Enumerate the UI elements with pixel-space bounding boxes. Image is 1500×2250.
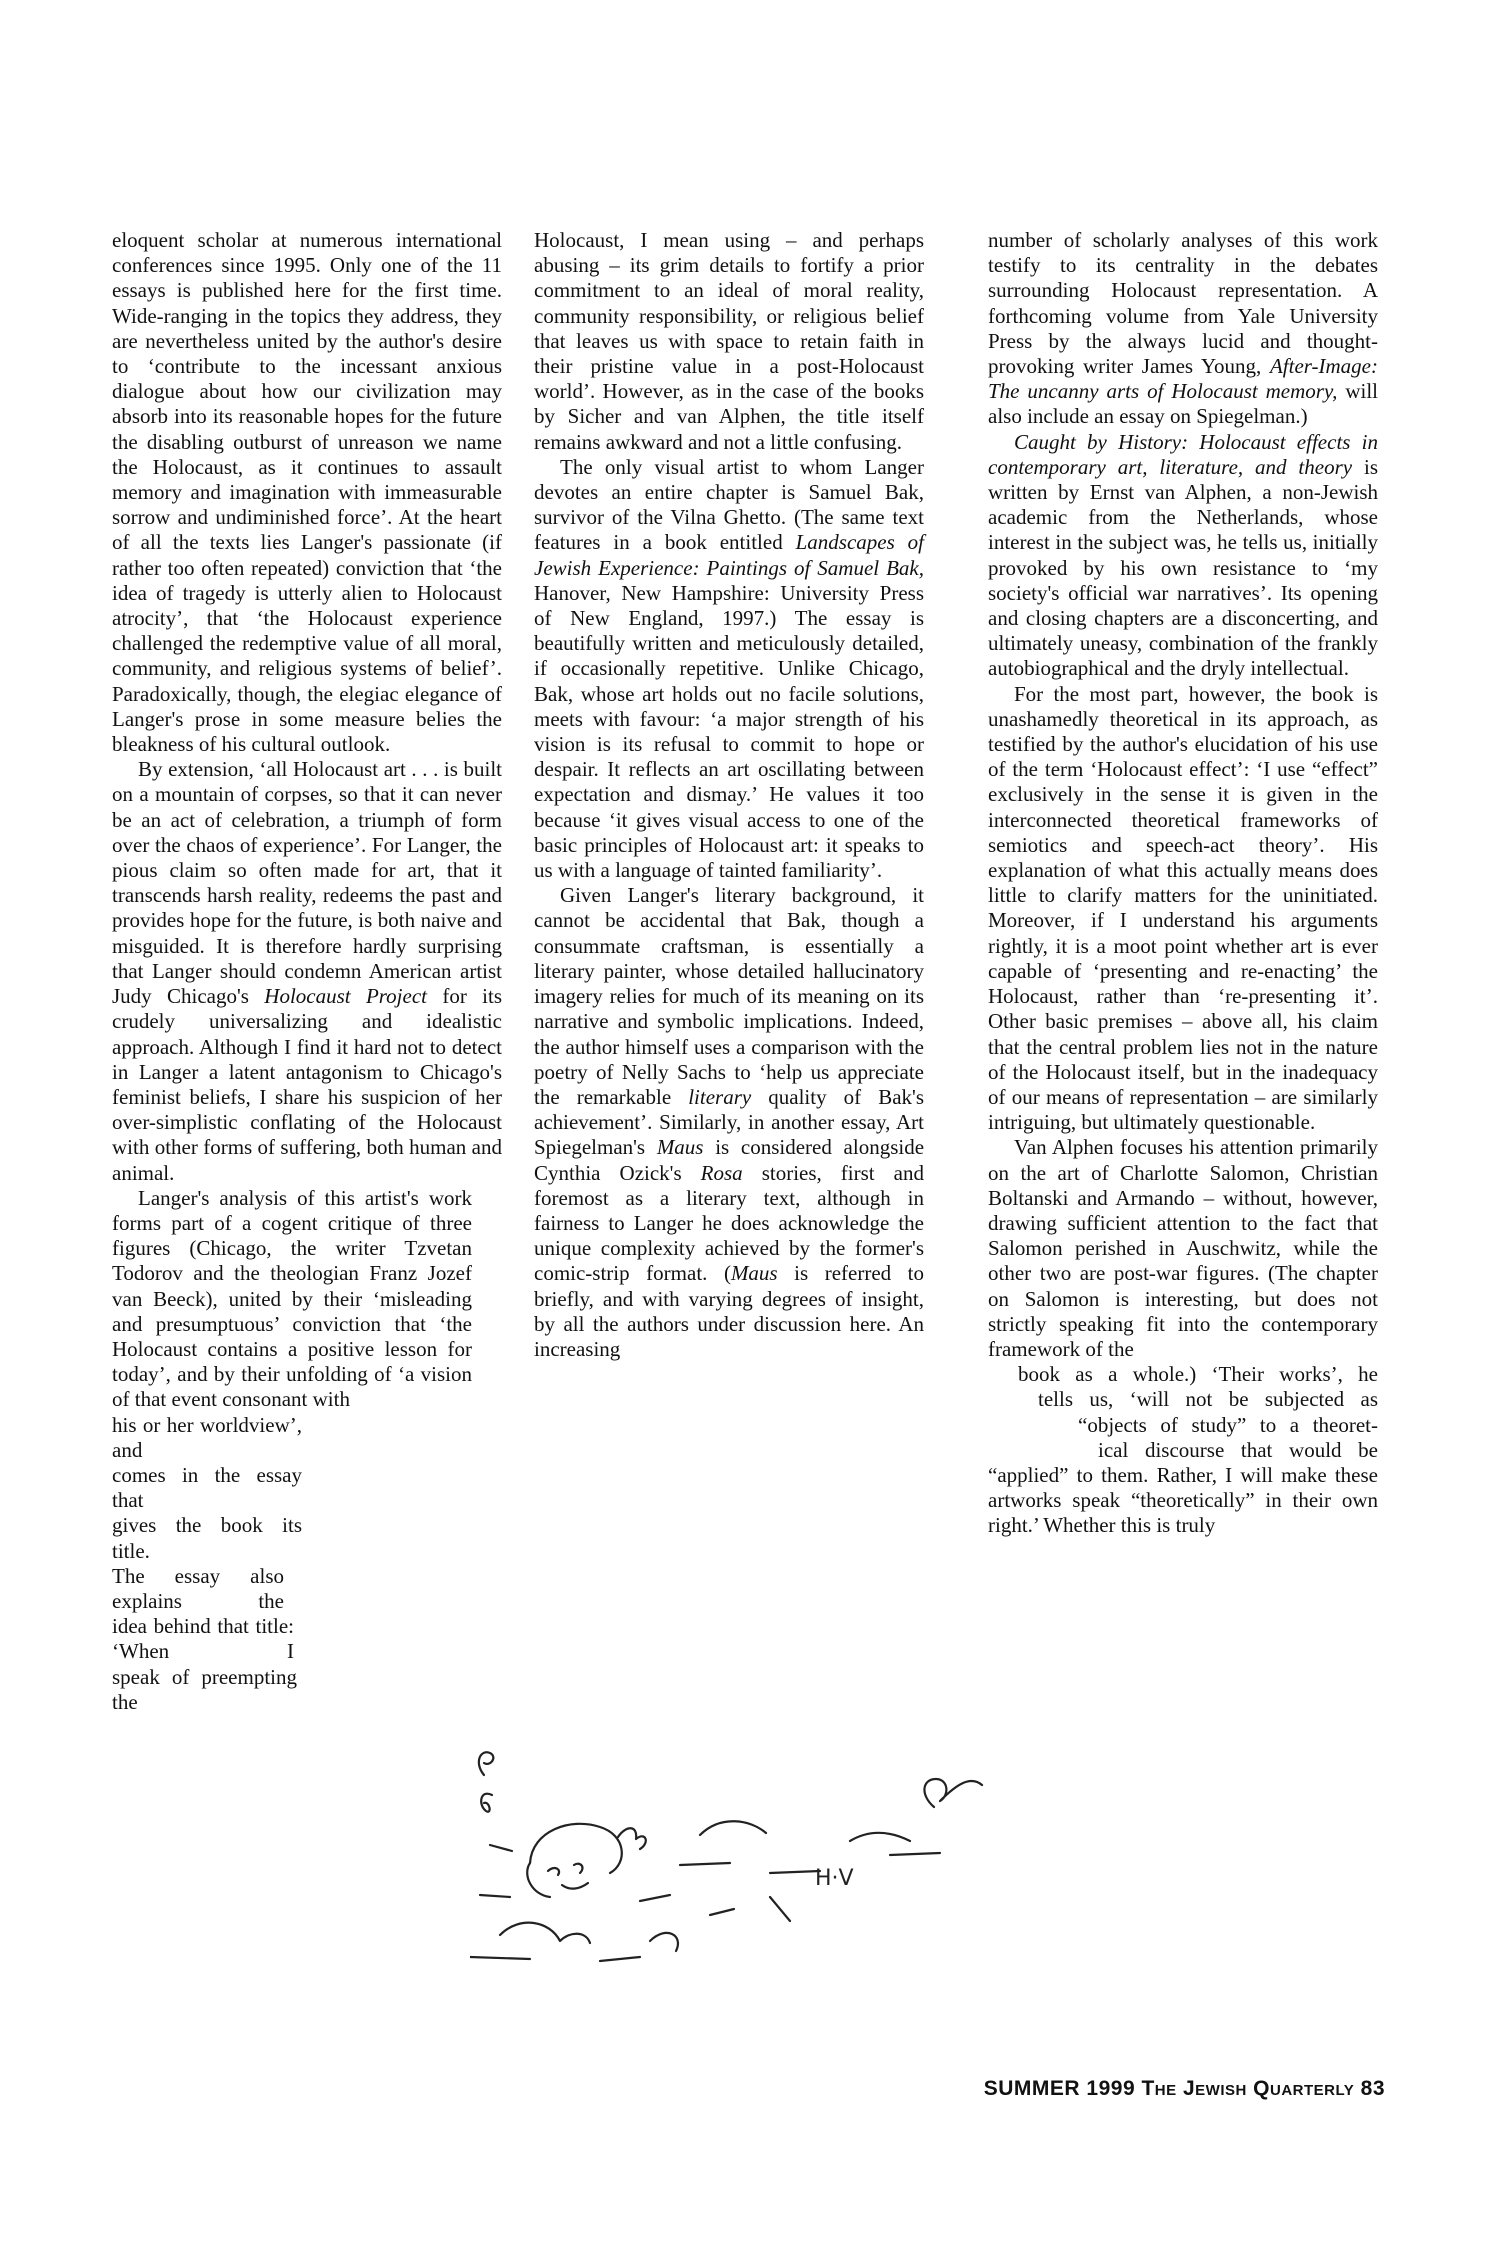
- wrap-line-4: The essay also explains the: [112, 1563, 284, 1613]
- col3-paragraph-1: [988, 228, 1378, 430]
- wrap-line-5: idea behind that title: ‘When I: [112, 1614, 294, 1664]
- wrap-line-2: comes in the essay that: [112, 1462, 302, 1513]
- footer-page-number: 83: [1360, 2077, 1385, 2100]
- col2-p3-italic: literary: [688, 1084, 752, 1109]
- page-footer: [980, 2077, 1385, 2101]
- col3-paragraph-4-end: “applied” to them. Rather, I will make these artworks speak “theoretically” in their own right.’ Whether this is truly: [988, 1462, 1378, 1538]
- col2-paragraph-2: [534, 455, 924, 883]
- col2-p3-italic-3: Rosa: [700, 1160, 743, 1185]
- col2-p3-italic-4: Maus: [730, 1261, 778, 1286]
- sketch-illustration: [470, 1745, 990, 1975]
- col3-p2-text: is written by Ernst van Alphen, a non-Jewish academic from the Netherlands, whose interest in the subject was, he tells us, initially provoked by his own resistance to ‘my society's official war narratives’. Its opening and closing chapters are a disconcerting, and ultimately uneasy, combination of the frankly autobiographical and the dryly intellectual.: [988, 454, 1379, 681]
- col1-p2-italic: Holocaust Project: [264, 984, 427, 1009]
- sketch-dash-1: [480, 1895, 510, 1897]
- footer-season: SUMMER 1999: [983, 2077, 1136, 2100]
- sketch-signature: H·V: [815, 1866, 854, 1891]
- col2-paragraph-3: [534, 883, 924, 1362]
- sketch-line-3: [770, 1871, 820, 1873]
- sketch-ground: [470, 1957, 640, 1961]
- sketch-dash-4: [770, 1897, 790, 1921]
- col1-paragraph-1: eloquent scholar at numerous international conferences since 1995. Only one of the 11 essays is published here for the first time. Wide-ranging in the topics they address, they are nevertheless united by the author's desire to ‘contribute to the incessant anxious dialogue about how our civilization may absorb into its reasonable hopes for the future the disabling outburst of unreason we name the Holocaust, as it continues to assault memory and imagination with immeasurable sorrow and undiminished force’. At the heart of all the texts lies Langer's passionate (if rather too often repeated) conviction that ‘the idea of tragedy is utterly alien to Holocaust atrocity’, that ‘the Holocaust experience challenged the redemptive value of all moral, community, and religious systems of belief’. Paradoxically, though, the elegiac elegance of Langer's prose in some measure belies the bleakness of his cultural outlook.: [112, 228, 502, 757]
- wrap-line-6: speak of preempting the: [112, 1664, 297, 1714]
- sketch-swirl-right: [924, 1779, 982, 1807]
- sketch-body: [500, 1923, 590, 1943]
- sketch-hair: [618, 1828, 646, 1849]
- col1-p2-text: By extension, ‘all Holocaust art . . . is built on a mountain of corpses, so that it can never be an act of celebration, a triumph of form over the chaos of experience’. For Langer, the pious claim so often made for art, that it transcends harsh reality, redeems the past and provides hope for the future, is both naive and misguided. It is therefore hardly surprising that Langer should condemn American artist Judy Chicago's: [112, 757, 502, 1009]
- wrap-line-3: gives the book its title.: [112, 1513, 302, 1563]
- col3-p1-italic: After-Image: The uncanny arts of Holocaust memory,: [988, 354, 1378, 404]
- column-1: [112, 228, 502, 1715]
- sketch-chin: [527, 1863, 550, 1897]
- col2-p2-end: Hanover, New Hampshire: University Press of New England, 1997.) The essay is beautifully written and meticulously detailed, if occasionally repetitive. Unlike Chicago, Bak, whose art holds out no facile solutions, meets with favour: ‘a major strength of his vision is its refusal to commit to hope or despair. It reflects an art oscillating between expectation and dismay.’ He values it too because ‘it gives visual access to one of the basic principles of Holocaust art: it speaks to us with a language of tainted familiarity’.: [534, 580, 924, 883]
- sketch-head: [530, 1824, 622, 1873]
- col3-paragraph-3: For the most part, however, the book is unashamedly theoretical in its approach, as testified by the author's elucidation of his use of the term ‘Holocaust effect’: ‘I use “effect” exclusively in the sense it is given in the interconnected theoretical frameworks of semiotics and speech-act theory’. His explanation of what this actually means does little to clarify matters for the uninitiated. Moreover, if I understand his arguments rightly, it is a moot point whether art is ever capable of ‘presenting and re-enacting’ the Holocaust, rather than ‘re-presenting it’. Other basic premises – above all, his claim that the central problem lies not in the nature of the Holocaust itself, but in the inadequacy of our means of representation – are similarly intriguing, but ultimately questionable.: [988, 681, 1378, 1135]
- footer-magazine: The Jewish Quarterly: [1141, 2077, 1355, 2100]
- col1-p3-text: Langer's analysis of this artist's work forms part of a cogent critique of three figures (Chicago, the writer Tzvetan Todorov and the theologian Franz Jozef van Beeck), united by their ‘misleading and presumptuous’ conviction that ‘the Holocaust contains a positive lesson for today’, and by their unfolding of ‘a vision of that event consonant with: [112, 1185, 472, 1412]
- sketch-curl: [479, 1752, 494, 1775]
- wrap-line-1: his or her worldview’, and: [112, 1412, 302, 1462]
- column-2: [534, 228, 924, 1362]
- col3-p1-text: number of scholarly analyses of this work testify to its centrality in the debates surrounding Holocaust representation. A forthcoming volume from Yale University Press by the always lucid and thought-provoking writer James Young,: [988, 228, 1378, 379]
- col2-p2-text: The only visual artist to whom Langer devotes an entire chapter is Samuel Bak, survivor of the Vilna Ghetto. (The same text features in a book entitled: [534, 454, 924, 555]
- sketch-face-loop: [481, 1794, 492, 1812]
- column-3: [988, 228, 1378, 1539]
- sketch-figure-lower: [650, 1933, 678, 1951]
- sketch-line-4: [890, 1853, 940, 1855]
- col3-p2-italic: Caught by History: Holocaust effects in contemporary art, literature, and theory: [988, 429, 1378, 479]
- col1-wrap-lines: [112, 1413, 302, 1715]
- sketch-mouth: [562, 1883, 588, 1889]
- col1-paragraph-3: [112, 1186, 472, 1413]
- col3-wrap-line-2: tells us, ‘will not be subjected as: [1038, 1387, 1378, 1412]
- col3-wrap-lines: [1018, 1362, 1378, 1463]
- col2-p3-end-2: is referred to briefly, and with varying degrees of insight, by all the authors under discussion here. An increasing: [534, 1261, 925, 1361]
- sketch-line-1: [490, 1845, 512, 1851]
- col2-p3-end: stories, first and foremost as a literary text, although in fairness to Langer he does acknowledge the unique complexity achieved by the former's comic-strip format. (: [534, 1160, 924, 1286]
- col3-p4-text: Van Alphen focuses his attention primarily on the art of Charlotte Salomon, Christian Boltanski and Armando – without, however, drawing sufficient attention to the fact that Salomon perished in Auschwitz, while the other two are post-war figures. (The chapter on Salomon is interesting, but does not strictly speaking fit into the contemporary framework of the: [988, 1135, 1378, 1361]
- col2-p3-italic-2: Maus: [656, 1135, 704, 1160]
- col2-p3-mid-2: is considered alongside Cynthia Ozick's: [534, 1135, 925, 1185]
- col2-paragraph-1: Holocaust, I mean using – and perhaps abusing – its grim details to fortify a prior commitment to an ideal of moral reality, community responsibility, or religious belief that leaves us with space to retain faith in their pristine value in a post-Holocaust world’. However, as in the case of the books by Sicher and van Alphen, the title itself remains awkward and not a little confusing.: [534, 228, 924, 454]
- col2-p3-text: Given Langer's literary background, it cannot be accidental that Bak, though a consummate craftsman, is essentially a literary painter, whose detailed hallucinatory imagery relies for much of its meaning on its narrative and symbolic implications. Indeed, the author himself uses a comparison with the poetry of Nelly Sachs to ‘help us appreciate the remarkable: [534, 883, 924, 1109]
- sketch-dash-2: [640, 1895, 670, 1901]
- sketch-dash-3: [710, 1909, 734, 1915]
- sketch-line-2: [680, 1863, 730, 1865]
- col1-p2-end: for its crudely universalizing and idealistic approach. Although I find it hard not to detect in Langer a latent antagonism to Chicago's feminist beliefs, I share his suspicion of her over-simplistic conflating of the Holocaust with other forms of suffering, both human and animal.: [112, 984, 503, 1185]
- col3-paragraph-4: [988, 1135, 1378, 1362]
- col3-wrap-line-1: book as a whole.) ‘Their works’, he: [1018, 1362, 1378, 1387]
- sketch-wave-1: [700, 1821, 766, 1835]
- sketch-wave-2: [850, 1833, 910, 1841]
- col2-p3-mid: quality of Bak's achievement’. Similarly, in another essay, Art Spiegelman's: [534, 1084, 925, 1160]
- sketch-eyes: [548, 1864, 582, 1875]
- col3-wrap-line-3: “objects of study” to a theoret-: [1078, 1412, 1378, 1437]
- col3-paragraph-2: [988, 430, 1378, 682]
- col1-paragraph-2: [112, 757, 502, 1185]
- col3-wrap-line-4: ical discourse that would be: [1098, 1437, 1378, 1462]
- col2-p2-italic: Landscapes of Jewish Experience: Paintings of Samuel Bak,: [534, 530, 925, 580]
- col3-p1-end: will also include an essay on Spiegelman.): [988, 379, 1378, 429]
